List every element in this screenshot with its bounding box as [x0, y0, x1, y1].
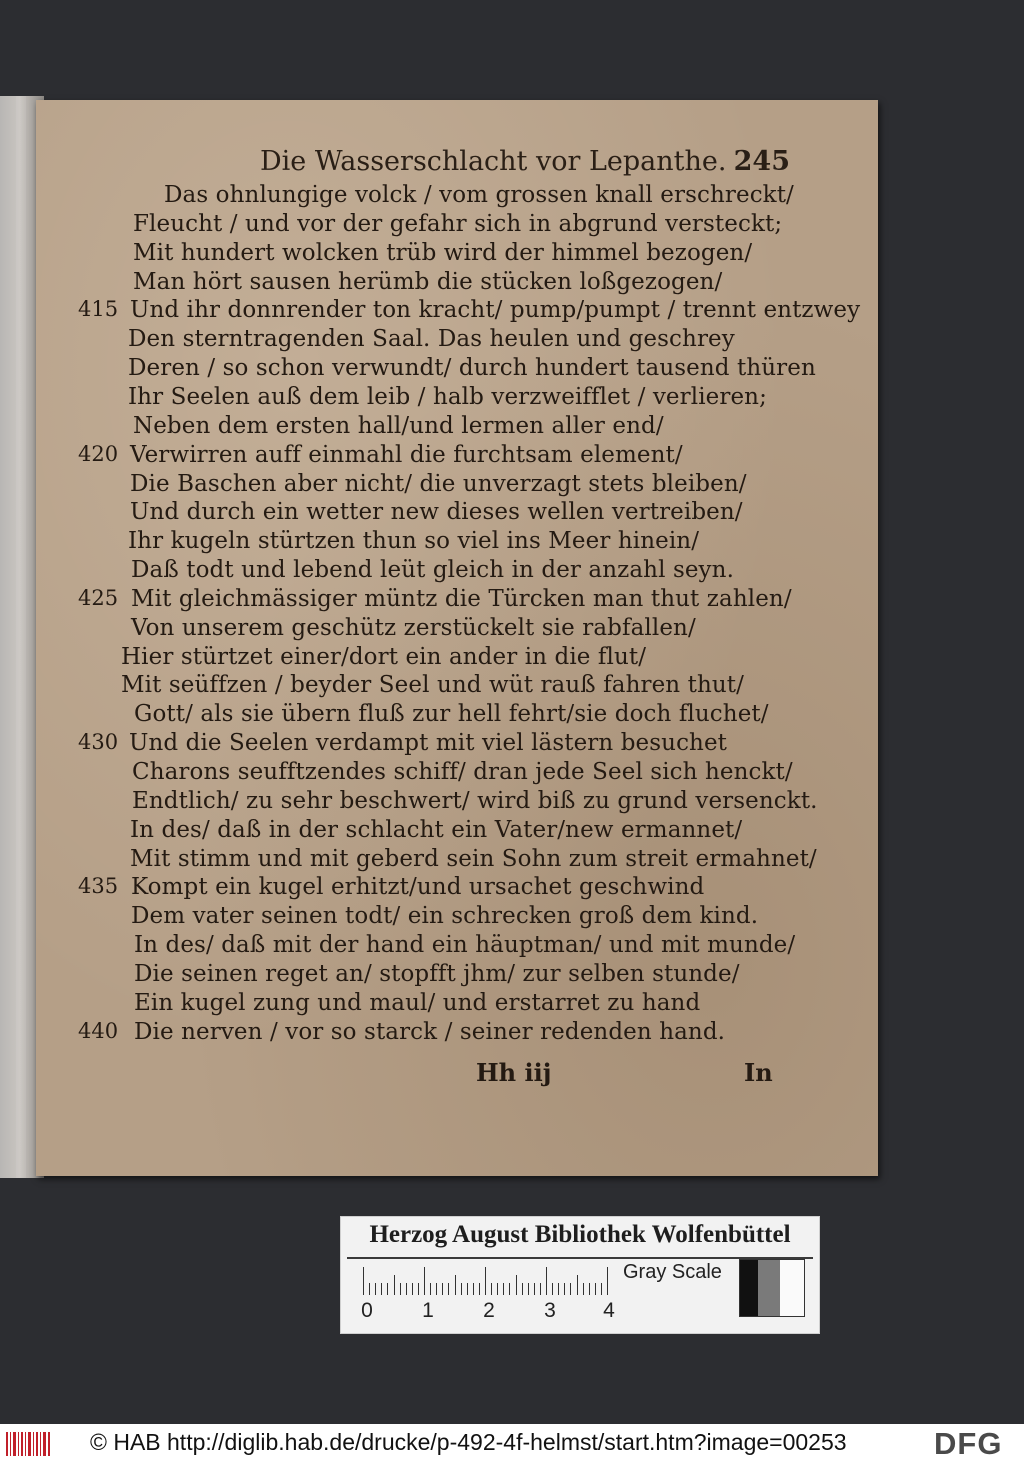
ruler-tick	[516, 1275, 517, 1295]
dfg-logo: DFG	[934, 1426, 1003, 1461]
verse-line	[130, 817, 742, 846]
ruler-tick	[485, 1267, 486, 1295]
verse-line-text: Den sterntragenden Saal. Das heulen und geschrey	[128, 326, 735, 352]
verse-line-text: Neben dem ersten hall/und lermen aller end/	[133, 413, 664, 439]
ruler-tick	[491, 1283, 492, 1295]
ruler-tick	[546, 1267, 547, 1295]
ruler-tick	[558, 1283, 559, 1295]
verse-line	[131, 557, 734, 586]
white-swatch	[780, 1260, 804, 1316]
verse-line	[133, 269, 722, 298]
ruler-tick	[552, 1283, 553, 1295]
verse-line-text: Gott/ als sie übern fluß zur hell fehrt/sie doch fluchet/	[134, 701, 769, 727]
page-number: 245	[733, 146, 790, 177]
ruler-tick	[528, 1283, 529, 1295]
verse-line	[132, 788, 818, 817]
verse-line	[132, 759, 793, 788]
verse-line	[130, 471, 747, 500]
line-number: 420	[78, 442, 119, 466]
verse-line-text: Ihr kugeln stürtzen thun so viel ins Meer hinein/	[128, 528, 700, 554]
verse-line	[121, 644, 646, 673]
signature-mark: Hh iij	[476, 1058, 552, 1087]
verse-line-text: Endtlich/ zu sehr beschwert/ wird biß zu grund versenckt.	[132, 788, 818, 814]
verse-line-text: Von unserem geschütz zerstückelt sie rabfallen/	[131, 615, 696, 641]
ruler-tick	[363, 1267, 364, 1295]
ruler-label: 3	[544, 1299, 556, 1322]
verse-line	[164, 182, 794, 211]
line-number: 425	[78, 586, 119, 610]
ruler-tick	[455, 1275, 456, 1295]
verse-line-text: Die seinen reget an/ stopfft jhm/ zur selben stunde/	[134, 961, 740, 987]
ruler-tick	[522, 1283, 523, 1295]
running-title: Die Wasserschlacht vor Lepanthe.	[260, 146, 727, 177]
verse-line-text: Kompt ein kugel erhitzt/und ursachet geschwind	[131, 874, 705, 900]
black-swatch	[740, 1260, 758, 1316]
ruler-tick	[424, 1267, 425, 1295]
ruler-label: 2	[483, 1299, 495, 1322]
hab-barcode-icon[interactable]	[6, 1430, 50, 1458]
ruler-tick	[375, 1283, 376, 1295]
gray-swatch	[758, 1260, 780, 1316]
verse-line-text: Mit hundert wolcken trüb wird der himmel bezogen/	[133, 240, 753, 266]
ruler-tick	[534, 1283, 535, 1295]
ruler-label: 0	[361, 1299, 373, 1322]
verse-line-text: Mit seüffzen / beyder Seel und wüt rauß fahren thut/	[121, 672, 744, 698]
ruler-tick	[509, 1283, 510, 1295]
verse-line	[130, 499, 743, 528]
verse-line	[131, 586, 792, 615]
ruler-tick	[406, 1283, 407, 1295]
ruler-tick	[473, 1283, 474, 1295]
ruler-tick	[448, 1283, 449, 1295]
verse-line-text: Die Baschen aber nicht/ die unverzagt stets bleiben/	[130, 471, 747, 497]
ruler-tick	[589, 1283, 590, 1295]
verse-line-text: Ein kugel zung und maul/ und erstarret zu hand	[134, 990, 701, 1016]
verse-line-text: Verwirren auff einmahl die furchtsam element/	[130, 442, 683, 468]
ruler-tick	[601, 1283, 602, 1295]
verse-line	[134, 1019, 725, 1048]
verse-line	[130, 846, 817, 875]
verse-line	[121, 672, 744, 701]
verse-line	[133, 211, 782, 240]
ruler-tick	[387, 1283, 388, 1295]
verse-line-text: Das ohnlungige volck / vom grossen knall erschreckt/	[164, 182, 794, 208]
verse-line-text: Und durch ein wetter new dieses wellen vertreiben/	[130, 499, 743, 525]
ruler-tick	[436, 1283, 437, 1295]
ruler-tick	[394, 1275, 395, 1295]
ruler-tick	[607, 1267, 608, 1295]
verse-line	[128, 384, 767, 413]
ruler-tick	[497, 1283, 498, 1295]
verse-line-text: Deren / so schon verwundt/ durch hundert tausend thüren	[128, 355, 816, 381]
ruler-tick	[467, 1283, 468, 1295]
ruler-tick	[430, 1283, 431, 1295]
ruler-tick	[418, 1283, 419, 1295]
verse-line-text: Charons seufftzendes schiff/ dran jede Seel sich henckt/	[132, 759, 793, 785]
centimeter-ruler	[363, 1265, 609, 1295]
verse-line	[130, 297, 860, 326]
ruler-tick	[381, 1283, 382, 1295]
verse-line	[128, 355, 816, 384]
line-number: 435	[78, 874, 119, 898]
ruler-tick	[570, 1283, 571, 1295]
gray-scale-swatches	[739, 1259, 805, 1317]
verse-line-text: Und die Seelen verdampt mit viel lästern besuchet	[129, 730, 728, 756]
verse-line-text: Dem vater seinen todt/ ein schrecken groß dem kind.	[131, 903, 759, 929]
verse-line-text: In des/ daß in der schlacht ein Vater/new ermannet/	[130, 817, 743, 843]
verse-line	[133, 413, 664, 442]
verse-line-text: Die nerven / vor so starck / seiner redenden hand.	[134, 1019, 726, 1045]
verse-line-text: Mit gleichmässiger müntz die Türcken man thut zahlen/	[131, 586, 792, 612]
verse-line	[134, 701, 769, 730]
library-name: Herzog August Bibliothek Wolfenbüttel	[369, 1221, 791, 1248]
color-calibration-card	[340, 1216, 820, 1334]
ruler-tick	[503, 1283, 504, 1295]
ruler-tick	[461, 1283, 462, 1295]
ruler-tick	[577, 1275, 578, 1295]
verse-line	[134, 932, 795, 961]
verse-line	[130, 442, 683, 471]
ruler-tick	[400, 1283, 401, 1295]
line-number: 440	[78, 1019, 119, 1043]
viewer-footer	[0, 1424, 1024, 1463]
verse-line	[133, 240, 752, 269]
verse-line	[131, 615, 696, 644]
verse-line-text: Fleucht / und vor der gefahr sich in abgrund versteckt;	[133, 211, 783, 237]
verse-line	[134, 990, 700, 1019]
verse-line-text: Und ihr donnrender ton kracht/ pump/pumpt / trennt entzwey	[130, 297, 861, 323]
verse-line	[128, 326, 735, 355]
line-number: 415	[78, 297, 119, 321]
verse-line-text: Ihr Seelen auß dem leib / halb verzweifflet / verlieren;	[128, 384, 767, 410]
ruler-tick	[479, 1283, 480, 1295]
verse-line-text: Hier stürtzet einer/dort ein ander in die flut/	[121, 644, 647, 670]
line-number: 430	[78, 730, 119, 754]
ruler-label: 4	[603, 1299, 615, 1322]
ruler-tick	[595, 1283, 596, 1295]
verse-line-text: Man hört sausen herümb die stücken loßgezogen/	[133, 269, 723, 295]
ruler-tick	[583, 1283, 584, 1295]
verse-line-text: In des/ daß mit der hand ein häuptman/ und mit munde/	[134, 932, 796, 958]
verse-line	[128, 528, 699, 557]
verse-line	[129, 730, 727, 759]
copyright-link[interactable]: © HAB http://diglib.hab.de/drucke/p-492-4f-helmst/start.htm?image=00253	[90, 1429, 847, 1455]
verse-line	[131, 874, 704, 903]
catchword: In	[744, 1058, 773, 1087]
verse-line-text: Mit stimm und mit geberd sein Sohn zum streit ermahnet/	[130, 846, 817, 872]
ruler-tick	[442, 1283, 443, 1295]
ruler-label: 1	[422, 1299, 434, 1322]
verse-line-text: Daß todt und lebend leüt gleich in der anzahl seyn.	[131, 557, 734, 583]
ruler-tick	[369, 1283, 370, 1295]
verse-line	[134, 961, 740, 990]
verse-line	[131, 903, 758, 932]
ruler-tick	[564, 1283, 565, 1295]
ruler-tick	[540, 1283, 541, 1295]
ruler-tick	[412, 1283, 413, 1295]
gray-scale-label: Gray Scale	[623, 1261, 722, 1283]
